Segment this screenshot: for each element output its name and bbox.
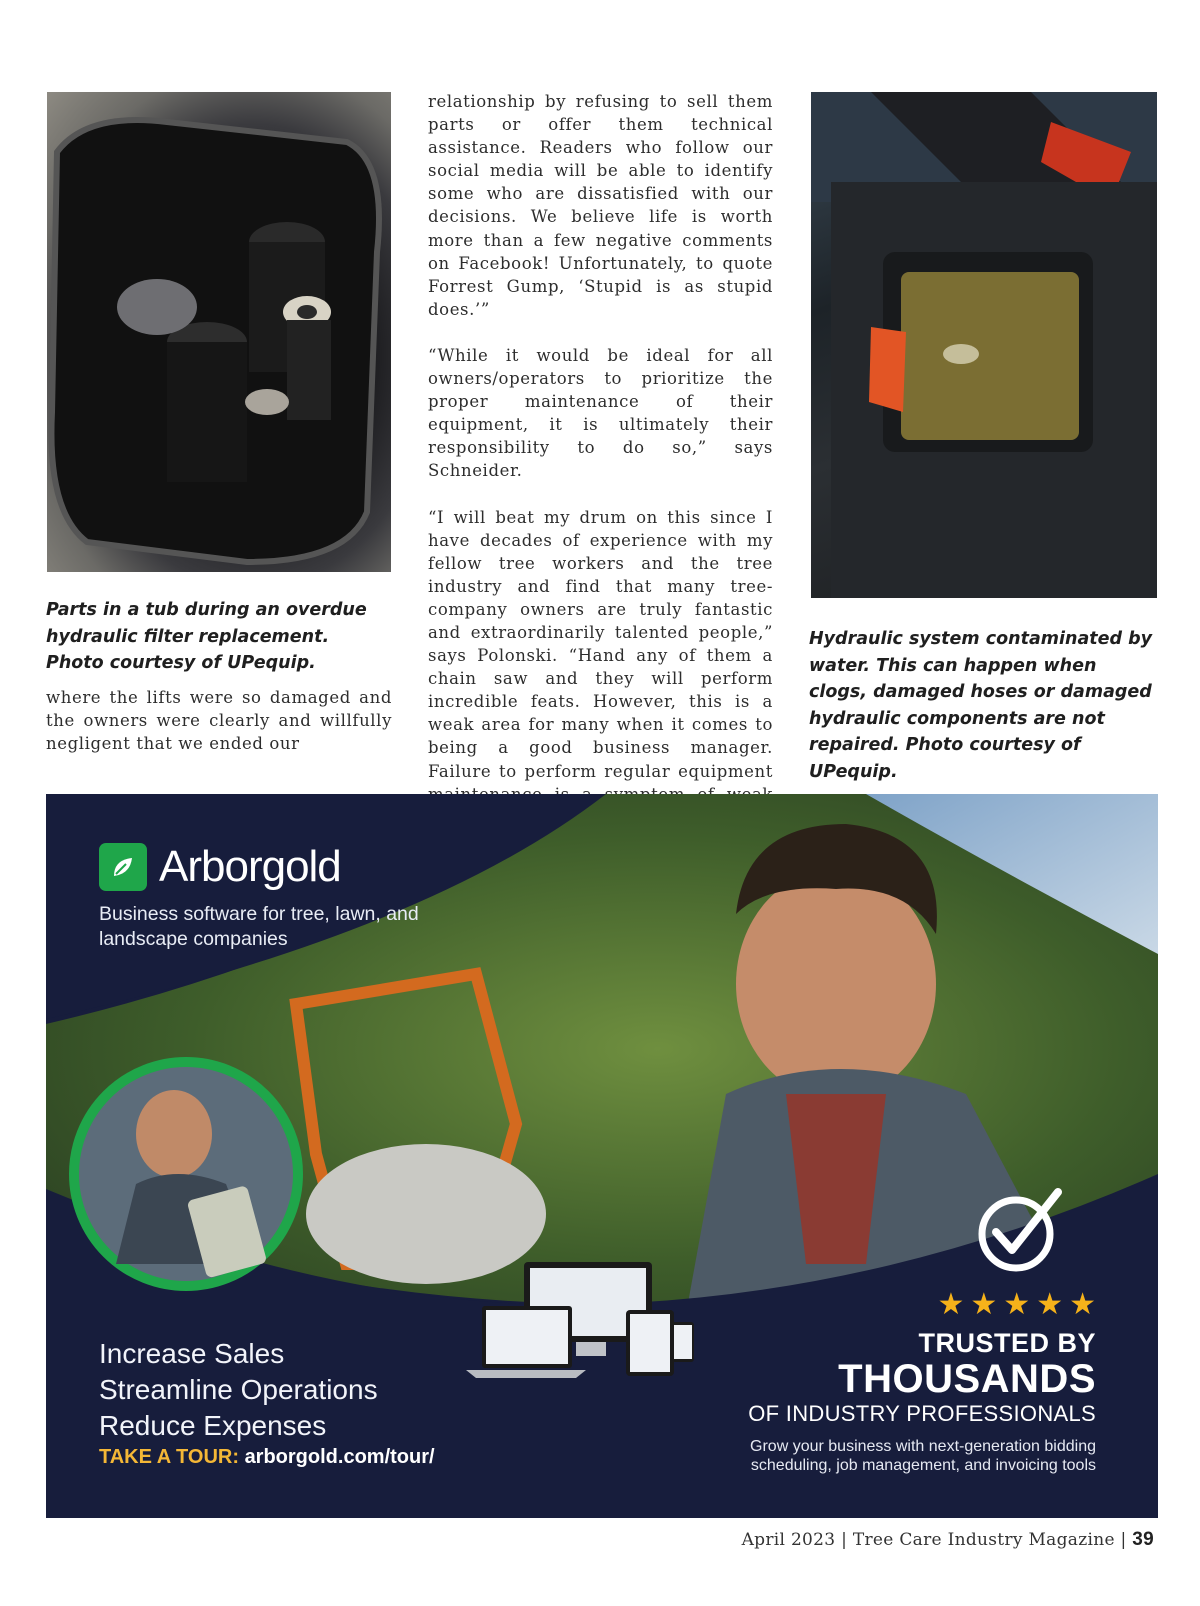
middle-paragraph-3: “I will beat my drum on this since I have decades of experience with my fellow tree workers and the tree industry and find that many tree-company owners are truly fantastic and extraordinarily talented people,” says Polonski. “Hand any of them a chain saw and they will perform incredible feats. However, this is a weak area for many when it comes to being a good business manager. Failure to perform regular equipment	[428, 507, 773, 781]
trust-line-3: OF INDUSTRY PROFESSIONALS	[748, 1401, 1096, 1426]
star-icon: ★	[970, 1287, 998, 1322]
benefit-item: Reduce Expenses	[99, 1410, 327, 1441]
benefit-item: Increase Sales	[99, 1338, 285, 1369]
arborgold-advertisement[interactable]	[46, 794, 1158, 1518]
star-icon: ★	[1069, 1287, 1096, 1322]
ad-benefits-list	[99, 1336, 378, 1444]
hydraulic-filter-tub-photo	[47, 92, 391, 572]
left-column-text	[46, 686, 392, 778]
star-icon: ★	[937, 1287, 965, 1322]
trust-line-2: THOUSANDS	[838, 1357, 1096, 1401]
middle-paragraph-1: relationship by refusing to sell them parts or offer them technical assistance. Readers who follow our social media will be able to identify some who are dissatisfied with our decisions. We believe life is worth more than a few negative comments on Facebook! Unfortunately, to quote Forrest Gump, ‘Stupid is as stupid does.’”	[428, 92, 773, 319]
tour-link[interactable]	[99, 1446, 435, 1469]
left-paragraph: where the lifts were so damaged and the owners were clearly and willfully negligent that we ended our	[46, 688, 392, 754]
trust-description: Grow your business with next-generation bidding scheduling, job management, and invoicing tools	[750, 1438, 1096, 1474]
star-icon: ★	[1036, 1287, 1064, 1322]
tour-url[interactable]: arborgold.com/tour/	[244, 1446, 435, 1468]
trust-line-1: TRUSTED BY	[918, 1328, 1096, 1358]
right-photo-caption: Hydraulic system contaminated by water. This can happen when clogs, damaged hoses or damaged hydraulic components are not repaired. Photo courtesy of UPequip.	[809, 629, 1153, 782]
middle-paragraph-2: “While it would be ideal for all owners/operators to prioritize the proper maintenance of their equipment, it is ultimately their responsibility to do so,” says Schneider.	[428, 345, 773, 481]
rating-stars	[937, 1287, 1096, 1322]
left-photo-caption: Parts in a tub during an overdue hydraulic filter replacement. Photo courtesy of UPequip.	[46, 600, 367, 673]
issue-info: April 2023 | Tree Care Industry Magazine |	[741, 1530, 1127, 1550]
arborgold-logo[interactable]	[99, 842, 341, 892]
middle-column-text	[428, 90, 773, 852]
ad-tagline: Business software for tree, lawn, and landscape companies	[99, 903, 419, 950]
page-number: 39	[1132, 1529, 1154, 1550]
tour-label: TAKE A TOUR:	[99, 1446, 239, 1468]
page-footer	[742, 1529, 1154, 1551]
brand-name: Arborgold	[159, 842, 341, 891]
leaf-icon	[99, 843, 147, 891]
trust-block	[676, 1328, 1096, 1475]
star-icon: ★	[1003, 1287, 1031, 1322]
benefit-item: Streamline Operations	[99, 1374, 378, 1405]
contaminated-hydraulic-photo	[811, 92, 1157, 598]
